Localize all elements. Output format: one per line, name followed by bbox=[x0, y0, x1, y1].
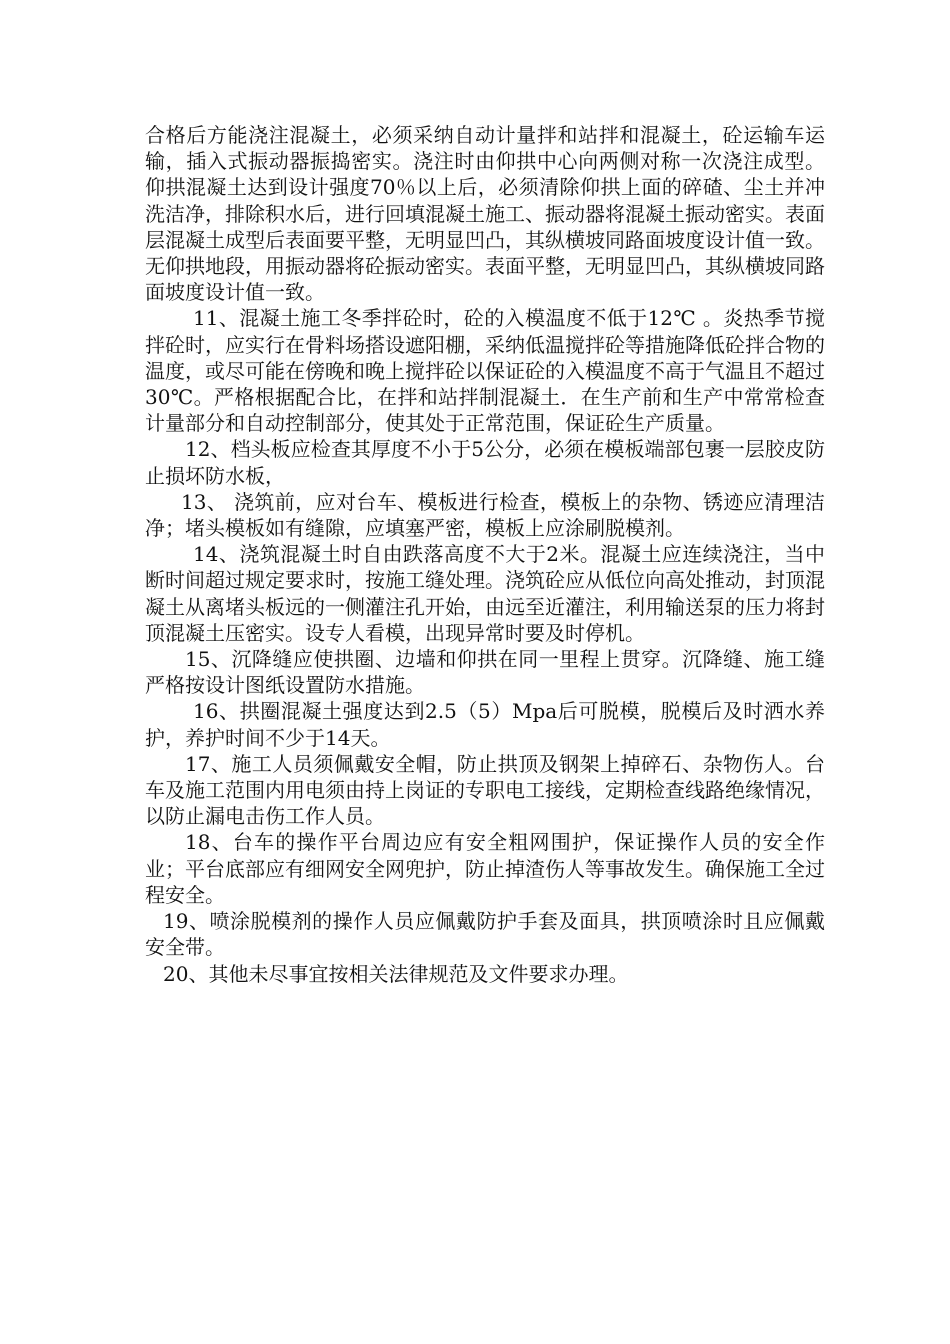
paragraph-item-11: 11、混凝土施工冬季拌砼时，砼的入模温度不低于12℃ 。炎热季节搅拌砼时，应实行在骨料场搭设遮阳棚，采纳低温搅拌砼等措施降低砼拌合物的温度，或尽可能在傍晚和晚上搅拌砼以保证砼的入模温度不高于气温且不超过30℃。严格根据配合比，在拌和站拌制混凝土．在生产前和生产中常常检查计量部分和自动控制部分，使其处于正常范围，保证砼生产质量。 bbox=[145, 306, 825, 436]
paragraph-item-17: 17、施工人员须佩戴安全帽，防止拱顶及钢架上掉碎石、杂物伤人。台车及施工范围内用电须由持上岗证的专职电工接线，定期检查线路绝缘情况，以防止漏电击伤工作人员。 bbox=[145, 751, 825, 829]
paragraph-item-19: 19、喷涂脱模剂的操作人员应佩戴防护手套及面具，拱顶喷涂时且应佩戴安全带。 bbox=[145, 909, 825, 960]
paragraph-item-18: 18、台车的操作平台周边应有安全粗网围护，保证操作人员的安全作业；平台底部应有细网安全网兜护，防止掉渣伤人等事故发生。确保施工全过程安全。 bbox=[145, 830, 825, 907]
paragraph-item-15: 15、沉降缝应使拱圈、边墙和仰拱在同一里程上贯穿。沉降缝、施工缝严格按设计图纸设置防水措施。 bbox=[145, 647, 825, 698]
document-body bbox=[145, 122, 825, 987]
paragraph-item-12: 12、档头板应检查其厚度不小于5公分，必须在模板端部包裹一层胶皮防止损坏防水板， bbox=[145, 437, 825, 488]
paragraph-item-20: 20、其他未尽事宜按相关法律规范及文件要求办理。 bbox=[163, 961, 629, 986]
paragraph-item-13: 13、 浇筑前，应对台车、模板进行检查，模板上的杂物、锈迹应清理洁净；堵头模板如有缝隙，应填塞严密，模板上应涂刷脱模剂。 bbox=[145, 489, 825, 541]
paragraph-item-16: 16、拱圈混凝土强度达到2.5（5）Mpa后可脱模，脱模后及时洒水养护，养护时间不少于14天。 bbox=[145, 699, 825, 750]
paragraph-continuation: 合格后方能浇注混凝土，必须采纳自动计量拌和站拌和混凝土，砼运输车运输，插入式振动器振捣密实。浇注时由仰拱中心向两侧对称一次浇注成型。 仰拱混凝土达到设计强度70％以上后，必须清除仰拱上面的碎碴、尘土并冲洗洁净，排除积水后，进行回填混凝土施工、振动器将混凝土振动密实。表面层混凝土成型后表面要平整，无明显凹凸，其纵横坡同路面坡度设计值一致。无仰拱地段，用振动器将砼振动密实。表面平整，无明显凹凸，其纵横坡同路面坡度设计值一致。 bbox=[145, 123, 825, 305]
paragraph-item-14: 14、浇筑混凝土时自由跌落高度不大于2米。混凝土应连续浇注，当中断时间超过规定要求时，按施工缝处理。浇筑砼应从低位向高处推动，封顶混凝土从离堵头板远的一侧灌注孔开始，由远至近灌注，利用输送泵的压力将封顶混凝土压密实。设专人看模，出现异常时要及时停机。 bbox=[145, 542, 825, 645]
